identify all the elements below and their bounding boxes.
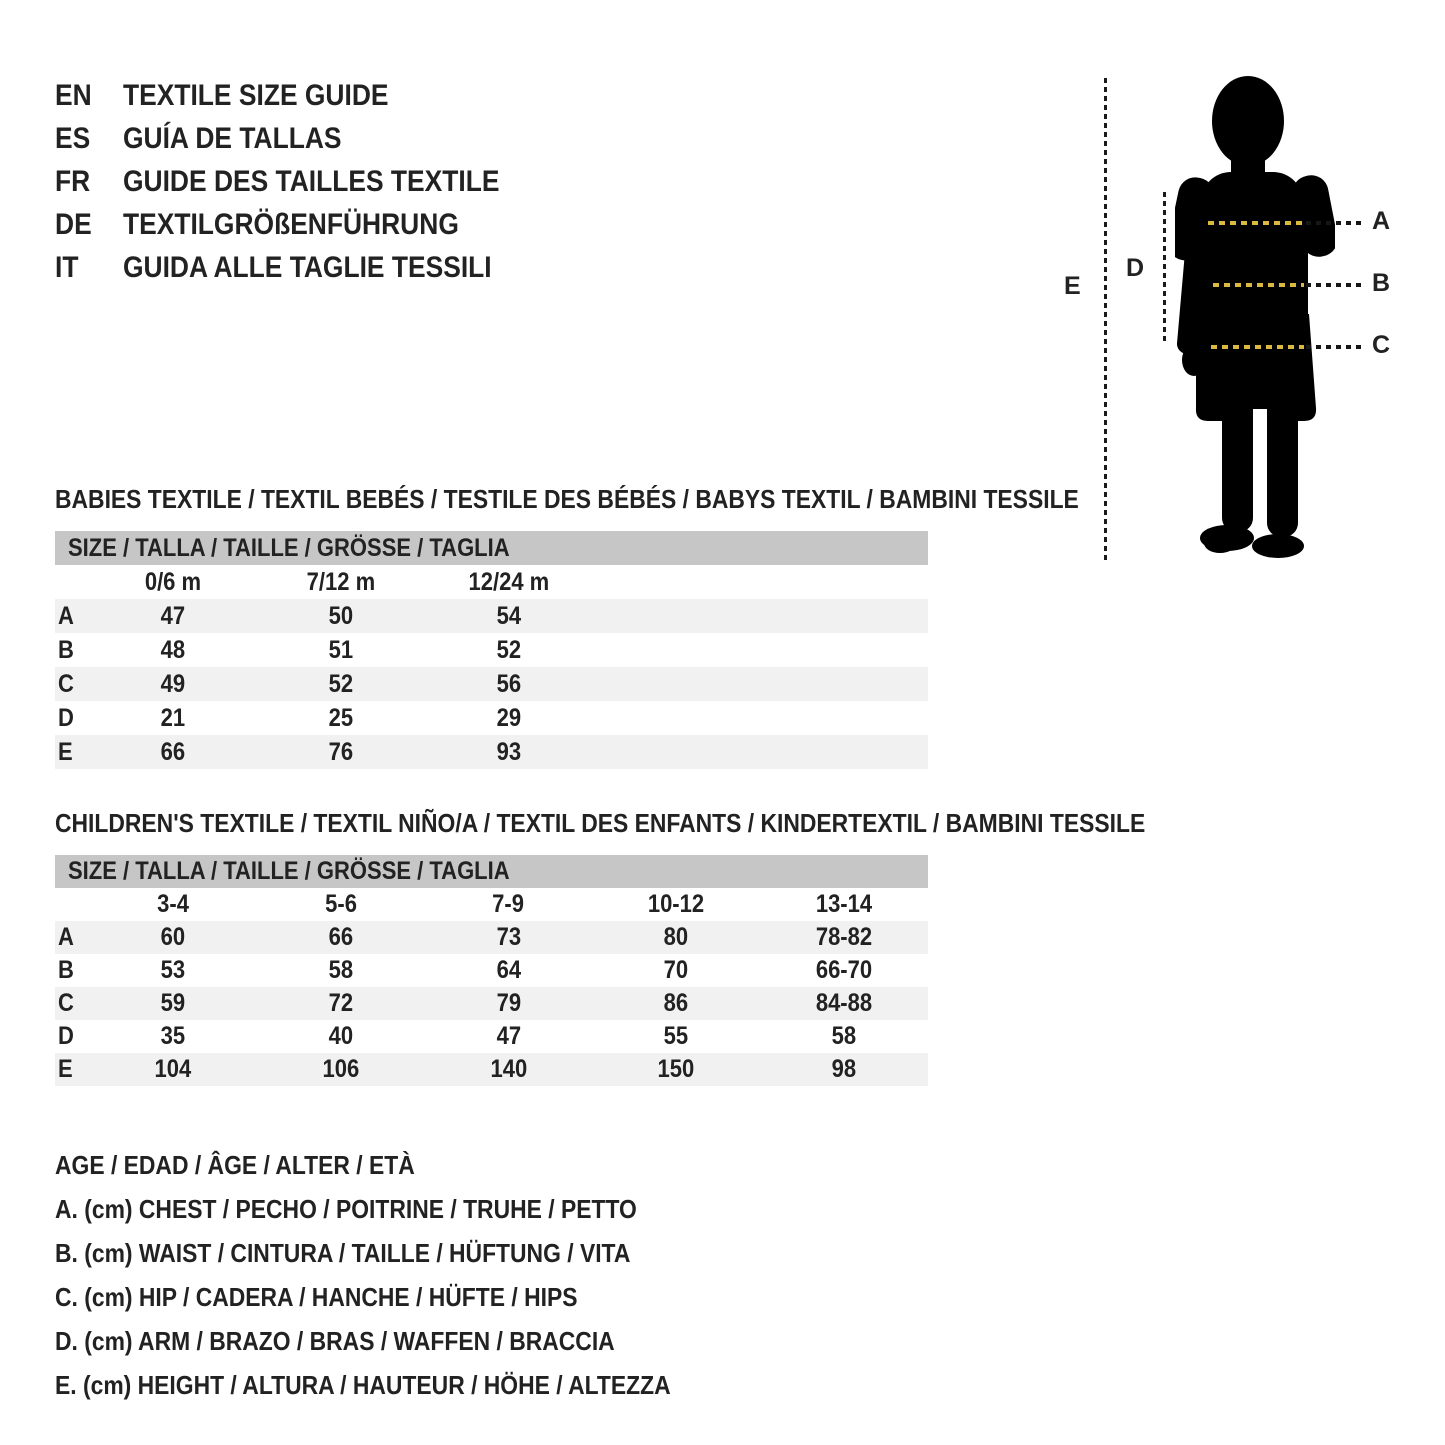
language-title-block [55, 74, 551, 289]
cell-value: 47 [496, 1022, 521, 1050]
arm-measure-line-d [1163, 192, 1166, 344]
table-row-a [55, 599, 928, 633]
cell-value: 51 [328, 635, 353, 664]
cell-value: 40 [328, 1022, 353, 1050]
waist-measure-dash-yellow [1213, 283, 1304, 287]
row-label: C [58, 669, 74, 698]
legend-height [55, 1363, 755, 1407]
legend-arm [55, 1319, 755, 1363]
cell-value: 55 [664, 1022, 689, 1050]
language-code: EN [55, 78, 92, 112]
legend-waist-text: B. (cm) WAIST / CINTURA / TAILLE / HÜFTUNG / VITA [55, 1237, 631, 1268]
language-code: IT [55, 250, 79, 284]
legend-age [55, 1143, 755, 1187]
legend-age-text: AGE / EDAD / ÂGE / ALTER / ETÀ [55, 1149, 415, 1180]
cell-value: 58 [831, 1022, 857, 1050]
measure-label-d: D [1126, 254, 1145, 282]
measure-label-c: C [1372, 331, 1391, 359]
cell-value: 80 [664, 923, 689, 951]
legend-chest [55, 1187, 755, 1231]
language-row-de [55, 203, 551, 246]
cell-value: 70 [664, 956, 689, 984]
table-row-b [55, 954, 928, 987]
guide-title-it: GUIDA ALLE TAGLIE TESSILI [123, 250, 492, 284]
hip-measure-dash-yellow [1211, 345, 1304, 349]
column-header-row [55, 888, 928, 921]
cell-value: 54 [496, 601, 521, 630]
cell-value: 52 [328, 669, 353, 698]
cell-value: 76 [328, 737, 353, 766]
cell-value: 66 [160, 737, 186, 766]
legend-arm-text: D. (cm) ARM / BRAZO / BRAS / WAFFEN / BRACCIA [55, 1325, 615, 1356]
measurement-legend [55, 1143, 755, 1407]
cell-value: 58 [328, 956, 353, 984]
cell-value: 25 [328, 703, 353, 732]
table-row-d [55, 1020, 928, 1053]
cell-value: 104 [154, 1055, 192, 1083]
table-row-c [55, 987, 928, 1020]
row-label: D [58, 1022, 74, 1050]
table-row-d [55, 701, 928, 735]
cell-value: 47 [160, 601, 186, 630]
measure-label-a: A [1372, 207, 1391, 235]
cell-value: 84-88 [815, 989, 873, 1017]
row-label: C [58, 989, 74, 1017]
children-section-title-text: CHILDREN'S TEXTILE / TEXTIL NIÑO/A / TEXTIL DES ENFANTS / KINDERTEXTIL / BAMBINI TESSILE [55, 808, 1146, 838]
column-header: 13-14 [815, 890, 873, 918]
size-header-bar [55, 531, 928, 565]
row-label: B [58, 635, 74, 664]
size-header-bar [55, 855, 928, 888]
guide-title-fr: GUIDE DES TAILLES TEXTILE [123, 164, 500, 198]
cell-value: 66-70 [815, 956, 873, 984]
cell-value: 64 [496, 956, 521, 984]
row-label: B [58, 956, 74, 984]
cell-value: 48 [160, 635, 186, 664]
babies-section-title [55, 484, 1218, 515]
cell-value: 66 [328, 923, 353, 951]
guide-title-es: GUÍA DE TALLAS [123, 121, 342, 155]
measure-label-e: E [1064, 272, 1081, 300]
column-header: 7/12 m [306, 567, 375, 596]
row-label: D [58, 703, 74, 732]
size-header-text: SIZE / TALLA / TAILLE / GRÖSSE / TAGLIA [68, 533, 510, 562]
waist-measure-dash-black [1306, 283, 1362, 287]
cell-value: 150 [657, 1055, 695, 1083]
legend-waist [55, 1231, 755, 1275]
chest-measure-dash-black [1306, 221, 1362, 225]
measure-label-b: B [1372, 269, 1391, 297]
legend-height-text: E. (cm) HEIGHT / ALTURA / HAUTEUR / HÖHE / ALTEZZA [55, 1369, 671, 1400]
table-row-e [55, 1053, 928, 1086]
cell-value: 49 [160, 669, 186, 698]
children-size-table [55, 855, 928, 1086]
row-label: A [58, 923, 74, 951]
cell-value: 73 [496, 923, 521, 951]
cell-value: 78-82 [815, 923, 873, 951]
guide-title-de: TEXTILGRÖßENFÜHRUNG [123, 207, 459, 241]
cell-value: 50 [328, 601, 353, 630]
legend-hip-text: C. (cm) HIP / CADERA / HANCHE / HÜFTE / HIPS [55, 1281, 578, 1312]
guide-title-en: TEXTILE SIZE GUIDE [123, 78, 389, 112]
cell-value: 140 [490, 1055, 527, 1083]
language-row-it [55, 246, 551, 289]
cell-value: 79 [496, 989, 521, 1017]
language-code: DE [55, 207, 92, 241]
babies-size-table [55, 531, 928, 769]
hip-measure-dash-black [1306, 345, 1362, 349]
cell-value: 29 [496, 703, 521, 732]
cell-value: 106 [322, 1055, 360, 1083]
column-header-row [55, 565, 928, 599]
column-header: 5-6 [324, 890, 357, 918]
table-row-e [55, 735, 928, 769]
column-header: 10-12 [648, 890, 705, 918]
legend-hip [55, 1275, 755, 1319]
language-row-fr [55, 160, 551, 203]
column-header: 7-9 [492, 890, 525, 918]
legend-chest-text: A. (cm) CHEST / PECHO / POITRINE / TRUHE / PETTO [55, 1193, 637, 1224]
row-label: E [58, 737, 73, 766]
cell-value: 86 [664, 989, 689, 1017]
children-section-title [55, 808, 1294, 839]
column-header: 12/24 m [468, 567, 549, 596]
cell-value: 52 [496, 635, 521, 664]
language-code: ES [55, 121, 91, 155]
language-row-es [55, 117, 551, 160]
table-row-c [55, 667, 928, 701]
row-label: A [58, 601, 74, 630]
size-header-text: SIZE / TALLA / TAILLE / GRÖSSE / TAGLIA [68, 857, 510, 885]
cell-value: 21 [160, 703, 186, 732]
table-row-a [55, 921, 928, 954]
cell-value: 59 [160, 989, 186, 1017]
column-header: 3-4 [156, 890, 189, 918]
language-code: FR [55, 164, 91, 198]
cell-value: 72 [328, 989, 353, 1017]
row-label: E [58, 1055, 73, 1083]
cell-value: 56 [496, 669, 521, 698]
chest-measure-dash-yellow [1208, 221, 1304, 225]
table-row-b [55, 633, 928, 667]
cell-value: 35 [160, 1022, 186, 1050]
cell-value: 93 [496, 737, 521, 766]
language-row-en [55, 74, 551, 117]
cell-value: 60 [160, 923, 186, 951]
column-header: 0/6 m [144, 567, 202, 596]
cell-value: 53 [160, 956, 186, 984]
cell-value: 98 [831, 1055, 857, 1083]
babies-section-title-text: BABIES TEXTILE / TEXTIL BEBÉS / TESTILE DES BÉBÉS / BABYS TEXTIL / BAMBINI TESSILE [55, 484, 1079, 514]
